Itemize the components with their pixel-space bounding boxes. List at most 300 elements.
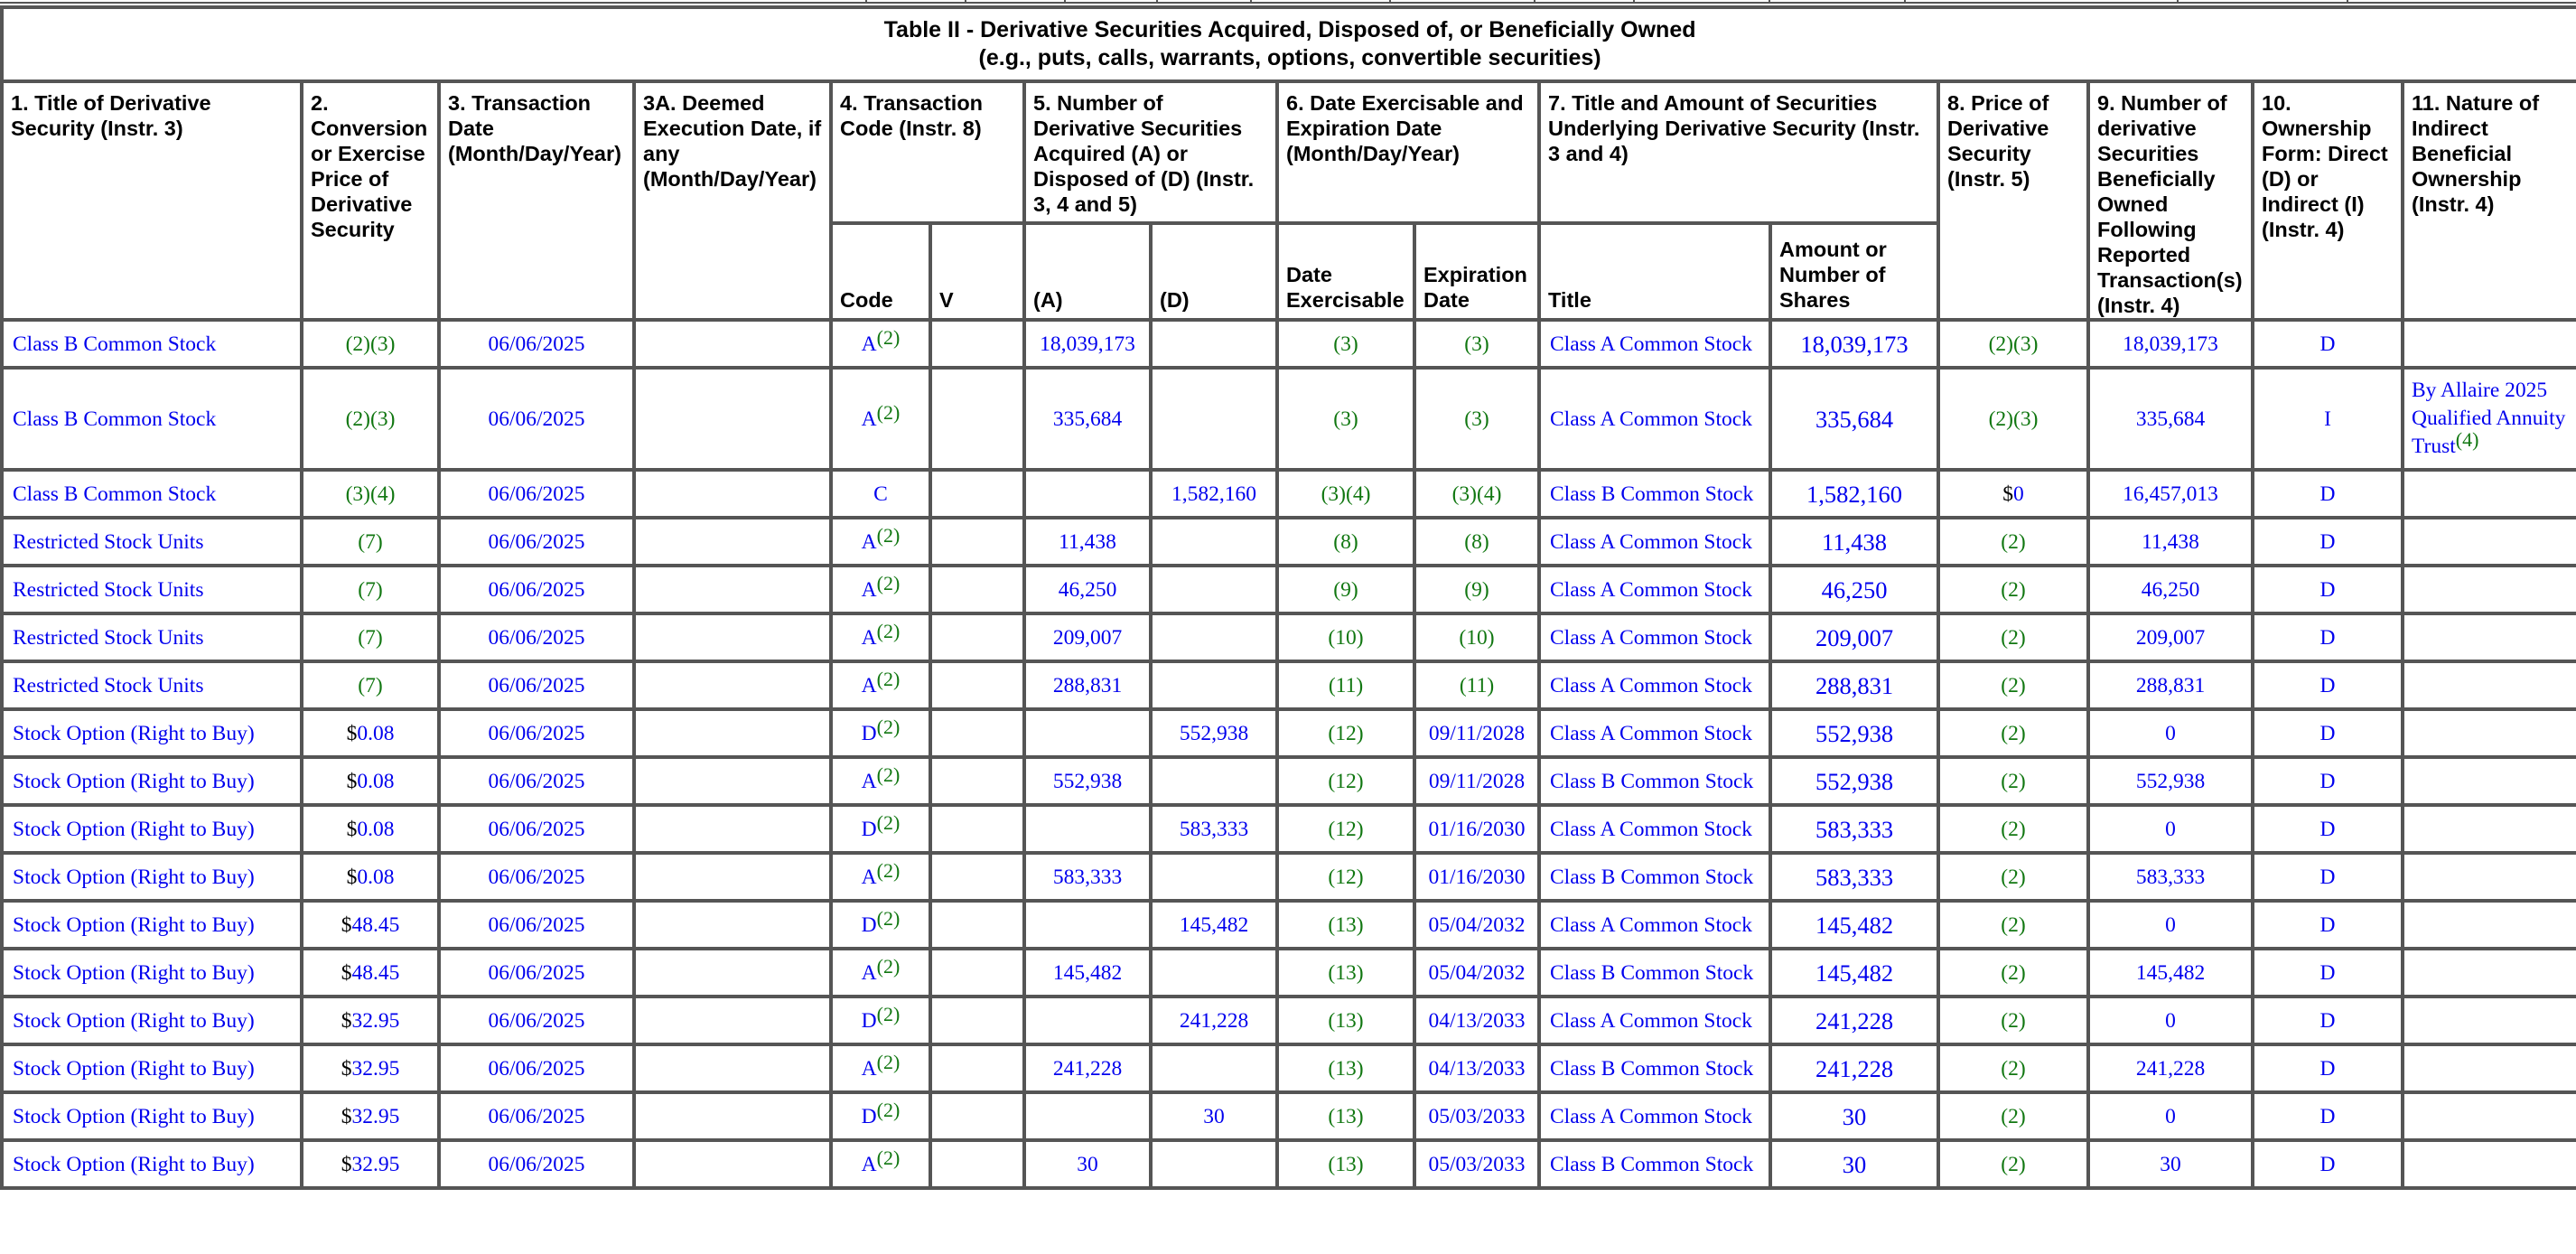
- derivative-price-value: (2): [2001, 625, 2026, 650]
- conversion-price: [302, 949, 439, 997]
- date-exercisable: (12): [1277, 805, 1414, 853]
- transaction-code-footnote[interactable]: (2): [876, 810, 901, 834]
- security-title-link[interactable]: Stock Option (Right to Buy): [2, 1044, 302, 1092]
- date-exercisable: (3)(4): [1277, 470, 1414, 518]
- transaction-date: 06/06/2025: [439, 518, 634, 566]
- date-exercisable: (12): [1277, 709, 1414, 757]
- transaction-code-footnote[interactable]: (2): [876, 523, 901, 547]
- transaction-v: [930, 661, 1024, 709]
- derivative-price-value: (2): [2001, 817, 2026, 841]
- disposed-amount: [1151, 1140, 1277, 1188]
- conversion-price-currency: $: [341, 1056, 352, 1081]
- acquired-amount: 30: [1024, 1140, 1151, 1188]
- transaction-code-footnote[interactable]: (2): [876, 619, 901, 642]
- table-title: [2, 7, 2576, 81]
- transaction-code-value: A: [861, 332, 877, 356]
- date-exercisable: (13): [1277, 1044, 1414, 1092]
- acquired-amount: 18,039,173: [1024, 320, 1151, 368]
- transaction-date: 06/06/2025: [439, 320, 634, 368]
- underlying-title: Class B Common Stock: [1539, 1140, 1770, 1188]
- conversion-price-value: 32.95: [351, 1152, 400, 1176]
- subheader-title: Title: [1539, 223, 1770, 320]
- subheader-v: V: [930, 223, 1024, 320]
- acquired-amount: 145,482: [1024, 949, 1151, 997]
- acquired-amount: [1024, 997, 1151, 1044]
- derivative-securities-table: [0, 5, 2576, 1190]
- derivative-price: [1938, 368, 2088, 470]
- ownership-form: D: [2253, 566, 2403, 613]
- disposed-amount: [1151, 853, 1277, 901]
- transaction-v: [930, 853, 1024, 901]
- conversion-price-currency: $: [346, 721, 358, 745]
- acquired-amount: 209,007: [1024, 613, 1151, 661]
- security-title-link[interactable]: Restricted Stock Units: [2, 518, 302, 566]
- underlying-amount: 30: [1770, 1140, 1938, 1188]
- transaction-code: [831, 1092, 930, 1140]
- nature-of-ownership-text: By Allaire 2025 Qualified Annuity Trust: [2412, 379, 2566, 458]
- conversion-price: [302, 566, 439, 613]
- transaction-code-value: A: [861, 407, 877, 431]
- acquired-amount: 335,684: [1024, 368, 1151, 470]
- security-title-link[interactable]: Stock Option (Right to Buy): [2, 949, 302, 997]
- conversion-price-currency: $: [341, 912, 352, 937]
- underlying-amount: 335,684: [1770, 368, 1938, 470]
- date-exercisable: (13): [1277, 949, 1414, 997]
- deemed-execution-date: [634, 518, 831, 566]
- deemed-execution-date: [634, 320, 831, 368]
- transaction-code-footnote[interactable]: (2): [876, 715, 901, 738]
- conversion-price: [302, 320, 439, 368]
- conversion-price-value: 48.45: [351, 912, 400, 937]
- transaction-v: [930, 320, 1024, 368]
- derivative-price: [1938, 1140, 2088, 1188]
- derivative-price-currency: $: [2002, 482, 2013, 506]
- derivative-price-value: (2): [2001, 721, 2026, 745]
- underlying-amount: 30: [1770, 1092, 1938, 1140]
- conversion-price-value: 0.08: [357, 721, 395, 745]
- transaction-code-footnote[interactable]: (2): [876, 1050, 901, 1073]
- table-row: [2, 949, 2576, 997]
- conversion-price-value: (7): [358, 673, 383, 697]
- transaction-v: [930, 566, 1024, 613]
- underlying-title: Class A Common Stock: [1539, 566, 1770, 613]
- conversion-price-value: 0.08: [357, 769, 395, 793]
- date-exercisable: (13): [1277, 1140, 1414, 1188]
- conversion-price-currency: $: [341, 1104, 352, 1128]
- deemed-execution-date: [634, 661, 831, 709]
- transaction-code-value: A: [861, 769, 877, 793]
- security-title-link[interactable]: Class B Common Stock: [2, 320, 302, 368]
- derivative-price-value: 0: [2013, 482, 2024, 506]
- owned-following: 335,684: [2088, 368, 2253, 470]
- conversion-price: [302, 1044, 439, 1092]
- header-number-of-derivative-securities: 5. Number of Derivative Securities Acquired (A) or Disposed of (D) (Instr. 3, 4 and 5): [1024, 81, 1277, 223]
- underlying-amount: 552,938: [1770, 757, 1938, 805]
- acquired-amount: 552,938: [1024, 757, 1151, 805]
- transaction-date: 06/06/2025: [439, 470, 634, 518]
- transaction-code-value: A: [861, 577, 877, 602]
- owned-following: 0: [2088, 1092, 2253, 1140]
- date-exercisable: (8): [1277, 518, 1414, 566]
- transaction-date: 06/06/2025: [439, 566, 634, 613]
- header-deemed-execution-date: 3A. Deemed Execution Date, if any (Month/Day/Year): [634, 81, 831, 320]
- deemed-execution-date: [634, 757, 831, 805]
- deemed-execution-date: [634, 901, 831, 949]
- expiration-date: 05/03/2033: [1414, 1140, 1539, 1188]
- date-exercisable: (13): [1277, 1092, 1414, 1140]
- derivative-price: [1938, 997, 2088, 1044]
- table-row: [2, 613, 2576, 661]
- date-exercisable: (10): [1277, 613, 1414, 661]
- conversion-price: [302, 805, 439, 853]
- disposed-amount: 241,228: [1151, 997, 1277, 1044]
- security-title-link[interactable]: Stock Option (Right to Buy): [2, 901, 302, 949]
- table-title-line1: Table II - Derivative Securities Acquired, Disposed of, or Beneficially Owned: [883, 17, 1696, 42]
- derivative-price: [1938, 613, 2088, 661]
- ownership-form: D: [2253, 901, 2403, 949]
- expiration-date: 05/04/2032: [1414, 949, 1539, 997]
- security-title-link[interactable]: Class B Common Stock: [2, 470, 302, 518]
- security-title-link[interactable]: Stock Option (Right to Buy): [2, 709, 302, 757]
- derivative-price: [1938, 566, 2088, 613]
- date-exercisable: (11): [1277, 661, 1414, 709]
- deemed-execution-date: [634, 1140, 831, 1188]
- table-row: [2, 757, 2576, 805]
- expiration-date: 05/03/2033: [1414, 1092, 1539, 1140]
- transaction-code: [831, 566, 930, 613]
- date-exercisable: (13): [1277, 901, 1414, 949]
- owned-following: 0: [2088, 997, 2253, 1044]
- nature-of-ownership: [2403, 320, 2576, 368]
- nature-of-ownership: [2403, 1140, 2576, 1188]
- disposed-amount: [1151, 320, 1277, 368]
- owned-following: 288,831: [2088, 661, 2253, 709]
- ownership-form: D: [2253, 613, 2403, 661]
- conversion-price-currency: $: [341, 1152, 352, 1176]
- table-row: [2, 1140, 2576, 1188]
- derivative-price-value: (2): [2001, 960, 2026, 985]
- owned-following: 552,938: [2088, 757, 2253, 805]
- transaction-code: [831, 757, 930, 805]
- expiration-date: 01/16/2030: [1414, 853, 1539, 901]
- transaction-v: [930, 368, 1024, 470]
- security-title-link[interactable]: Stock Option (Right to Buy): [2, 853, 302, 901]
- conversion-price-value: (3)(4): [345, 482, 396, 506]
- conversion-price: [302, 901, 439, 949]
- expiration-date: (3): [1414, 368, 1539, 470]
- disposed-amount: 1,582,160: [1151, 470, 1277, 518]
- conversion-price-value: (2)(3): [345, 407, 396, 431]
- derivative-price: [1938, 470, 2088, 518]
- derivative-price-value: (2): [2001, 865, 2026, 889]
- nature-of-ownership: [2403, 1044, 2576, 1092]
- date-exercisable: (3): [1277, 320, 1414, 368]
- conversion-price-value: 32.95: [351, 1056, 400, 1081]
- conversion-price: [302, 661, 439, 709]
- acquired-amount: 583,333: [1024, 853, 1151, 901]
- transaction-code-footnote[interactable]: (2): [876, 1098, 901, 1121]
- conversion-price: [302, 853, 439, 901]
- subheader-expiration-date: Expiration Date: [1414, 223, 1539, 320]
- transaction-code-value: D: [861, 1008, 877, 1033]
- owned-following: 0: [2088, 805, 2253, 853]
- transaction-code-footnote[interactable]: (2): [876, 667, 901, 690]
- underlying-title: Class A Common Stock: [1539, 997, 1770, 1044]
- disposed-amount: 145,482: [1151, 901, 1277, 949]
- transaction-v: [930, 1140, 1024, 1188]
- transaction-code-value: D: [861, 817, 877, 841]
- security-title-link[interactable]: Stock Option (Right to Buy): [2, 1092, 302, 1140]
- transaction-code: [831, 1044, 930, 1092]
- transaction-v: [930, 949, 1024, 997]
- conversion-price-value: (7): [358, 577, 383, 602]
- nature-of-ownership: [2403, 757, 2576, 805]
- security-title-link[interactable]: Stock Option (Right to Buy): [2, 997, 302, 1044]
- transaction-date: 06/06/2025: [439, 368, 634, 470]
- disposed-amount: [1151, 368, 1277, 470]
- conversion-price-value: 32.95: [351, 1104, 400, 1128]
- transaction-code: [831, 518, 930, 566]
- transaction-code: [831, 805, 930, 853]
- transaction-date: 06/06/2025: [439, 1092, 634, 1140]
- underlying-amount: 11,438: [1770, 518, 1938, 566]
- transaction-code-value: D: [861, 721, 877, 745]
- derivative-price-value: (2): [2001, 912, 2026, 937]
- transaction-code: [831, 320, 930, 368]
- transaction-v: [930, 518, 1024, 566]
- expiration-date: (9): [1414, 566, 1539, 613]
- ownership-form: D: [2253, 805, 2403, 853]
- transaction-v: [930, 1044, 1024, 1092]
- conversion-price-currency: $: [346, 769, 358, 793]
- derivative-price: [1938, 757, 2088, 805]
- transaction-code-value: A: [861, 625, 877, 650]
- table-row: [2, 661, 2576, 709]
- derivative-price-value: (2): [2001, 1056, 2026, 1081]
- disposed-amount: [1151, 518, 1277, 566]
- table-row: [2, 805, 2576, 853]
- ownership-form: D: [2253, 470, 2403, 518]
- underlying-amount: 583,333: [1770, 805, 1938, 853]
- date-exercisable: (13): [1277, 997, 1414, 1044]
- transaction-code: [831, 1140, 930, 1188]
- subheader-amount-or-number-of-shares: Amount or Number of Shares: [1770, 223, 1938, 320]
- transaction-v: [930, 613, 1024, 661]
- nature-footnote[interactable]: (4): [2455, 428, 2479, 451]
- derivative-price: [1938, 518, 2088, 566]
- deemed-execution-date: [634, 949, 831, 997]
- transaction-code-footnote[interactable]: (2): [876, 1146, 901, 1169]
- transaction-date: 06/06/2025: [439, 997, 634, 1044]
- deemed-execution-date: [634, 566, 831, 613]
- owned-following: 30: [2088, 1140, 2253, 1188]
- acquired-amount: 46,250: [1024, 566, 1151, 613]
- derivative-price-value: (2)(3): [1988, 332, 2039, 356]
- underlying-title: Class B Common Stock: [1539, 757, 1770, 805]
- conversion-price-value: (2)(3): [345, 332, 396, 356]
- transaction-code-footnote[interactable]: (2): [876, 571, 901, 594]
- subheader-date-exercisable: Date Exercisable: [1277, 223, 1414, 320]
- underlying-amount: 241,228: [1770, 1044, 1938, 1092]
- table-row: [2, 518, 2576, 566]
- acquired-amount: 11,438: [1024, 518, 1151, 566]
- ownership-form: D: [2253, 1140, 2403, 1188]
- transaction-code-footnote[interactable]: (2): [876, 325, 901, 349]
- table-row: [2, 1044, 2576, 1092]
- transaction-v: [930, 757, 1024, 805]
- conversion-price-value: 0.08: [357, 817, 395, 841]
- security-title-link[interactable]: Class B Common Stock: [2, 368, 302, 470]
- table-row: [2, 566, 2576, 613]
- transaction-code-footnote[interactable]: (2): [876, 400, 901, 424]
- disposed-amount: 552,938: [1151, 709, 1277, 757]
- derivative-price: [1938, 853, 2088, 901]
- conversion-price: [302, 1092, 439, 1140]
- table-row: [2, 901, 2576, 949]
- conversion-price: [302, 1140, 439, 1188]
- expiration-date: 04/13/2033: [1414, 1044, 1539, 1092]
- previous-table-bottom-edge: [0, 0, 2576, 4]
- transaction-v: [930, 805, 1024, 853]
- conversion-price-currency: $: [346, 865, 358, 889]
- header-title-and-amount-underlying: 7. Title and Amount of Securities Underlying Derivative Security (Instr. 3 and 4): [1539, 81, 1938, 223]
- expiration-date: 09/11/2028: [1414, 709, 1539, 757]
- date-exercisable: (12): [1277, 853, 1414, 901]
- table-row: [2, 470, 2576, 518]
- underlying-amount: 18,039,173: [1770, 320, 1938, 368]
- disposed-amount: [1151, 566, 1277, 613]
- transaction-code-footnote[interactable]: (2): [876, 858, 901, 882]
- acquired-amount: [1024, 470, 1151, 518]
- conversion-price: [302, 709, 439, 757]
- transaction-code-footnote[interactable]: (2): [876, 906, 901, 930]
- table-row: [2, 320, 2576, 368]
- deemed-execution-date: [634, 1092, 831, 1140]
- nature-of-ownership: [2403, 661, 2576, 709]
- transaction-code: [831, 853, 930, 901]
- underlying-title: Class A Common Stock: [1539, 709, 1770, 757]
- transaction-code-footnote[interactable]: (2): [876, 954, 901, 978]
- acquired-amount: [1024, 709, 1151, 757]
- underlying-amount: 1,582,160: [1770, 470, 1938, 518]
- transaction-date: 06/06/2025: [439, 805, 634, 853]
- security-title-link[interactable]: Stock Option (Right to Buy): [2, 757, 302, 805]
- owned-following: 0: [2088, 901, 2253, 949]
- header-title-of-derivative-security: 1. Title of Derivative Security (Instr. 3): [2, 81, 302, 320]
- underlying-title: Class B Common Stock: [1539, 470, 1770, 518]
- disposed-amount: [1151, 949, 1277, 997]
- conversion-price: [302, 470, 439, 518]
- header-price-of-derivative-security: 8. Price of Derivative Security (Instr. 5): [1938, 81, 2088, 320]
- acquired-amount: 241,228: [1024, 1044, 1151, 1092]
- derivative-price-value: (2)(3): [1988, 407, 2039, 431]
- conversion-price-value: (7): [358, 529, 383, 554]
- underlying-title: Class A Common Stock: [1539, 805, 1770, 853]
- transaction-date: 06/06/2025: [439, 949, 634, 997]
- transaction-code: [831, 709, 930, 757]
- security-title-link[interactable]: Stock Option (Right to Buy): [2, 805, 302, 853]
- owned-following: 241,228: [2088, 1044, 2253, 1092]
- derivative-price-value: (2): [2001, 1104, 2026, 1128]
- conversion-price-currency: $: [346, 817, 358, 841]
- underlying-amount: 209,007: [1770, 613, 1938, 661]
- ownership-form: I: [2253, 368, 2403, 470]
- conversion-price-value: 32.95: [351, 1008, 400, 1033]
- header-conversion-price: 2. Conversion or Exercise Price of Derivative Security: [302, 81, 439, 320]
- deemed-execution-date: [634, 709, 831, 757]
- derivative-price: [1938, 1092, 2088, 1140]
- owned-following: 16,457,013: [2088, 470, 2253, 518]
- acquired-amount: [1024, 805, 1151, 853]
- ownership-form: D: [2253, 1044, 2403, 1092]
- derivative-price-value: (2): [2001, 529, 2026, 554]
- expiration-date: (3): [1414, 320, 1539, 368]
- transaction-date: 06/06/2025: [439, 853, 634, 901]
- transaction-date: 06/06/2025: [439, 661, 634, 709]
- ownership-form: D: [2253, 757, 2403, 805]
- transaction-code-value: A: [861, 1152, 877, 1176]
- underlying-amount: 145,482: [1770, 949, 1938, 997]
- derivative-price: [1938, 709, 2088, 757]
- conversion-price: [302, 518, 439, 566]
- deemed-execution-date: [634, 853, 831, 901]
- table-body: [2, 320, 2576, 1188]
- table-row: [2, 709, 2576, 757]
- transaction-date: 06/06/2025: [439, 757, 634, 805]
- underlying-title: Class A Common Stock: [1539, 1092, 1770, 1140]
- disposed-amount: 30: [1151, 1092, 1277, 1140]
- transaction-v: [930, 901, 1024, 949]
- deemed-execution-date: [634, 613, 831, 661]
- transaction-code-footnote[interactable]: (2): [876, 763, 901, 786]
- disposed-amount: [1151, 1044, 1277, 1092]
- acquired-amount: [1024, 1092, 1151, 1140]
- conversion-price: [302, 997, 439, 1044]
- nature-of-ownership: [2403, 1092, 2576, 1140]
- derivative-price-value: (2): [2001, 577, 2026, 602]
- transaction-v: [930, 470, 1024, 518]
- table-row: [2, 853, 2576, 901]
- underlying-title: Class A Common Stock: [1539, 320, 1770, 368]
- nature-of-ownership: [2403, 613, 2576, 661]
- security-title-link[interactable]: Restricted Stock Units: [2, 613, 302, 661]
- transaction-date: 06/06/2025: [439, 709, 634, 757]
- header-ownership-form: 10. Ownership Form: Direct (D) or Indirect (I) (Instr. 4): [2253, 81, 2403, 320]
- conversion-price-currency: $: [341, 960, 352, 985]
- security-title-link[interactable]: Stock Option (Right to Buy): [2, 1140, 302, 1188]
- transaction-code-value: A: [861, 673, 877, 697]
- underlying-title: Class A Common Stock: [1539, 613, 1770, 661]
- transaction-date: 06/06/2025: [439, 1044, 634, 1092]
- underlying-amount: 46,250: [1770, 566, 1938, 613]
- acquired-amount: 288,831: [1024, 661, 1151, 709]
- underlying-amount: 288,831: [1770, 661, 1938, 709]
- owned-following: 209,007: [2088, 613, 2253, 661]
- disposed-amount: 583,333: [1151, 805, 1277, 853]
- security-title-link[interactable]: Restricted Stock Units: [2, 661, 302, 709]
- deemed-execution-date: [634, 997, 831, 1044]
- transaction-code: [831, 661, 930, 709]
- disposed-amount: [1151, 757, 1277, 805]
- ownership-form: D: [2253, 518, 2403, 566]
- transaction-code-value: C: [873, 482, 888, 506]
- ownership-form: D: [2253, 709, 2403, 757]
- date-exercisable: (12): [1277, 757, 1414, 805]
- transaction-code-footnote[interactable]: (2): [876, 1002, 901, 1025]
- nature-of-ownership: [2403, 368, 2576, 470]
- security-title-link[interactable]: Restricted Stock Units: [2, 566, 302, 613]
- nature-of-ownership: [2403, 518, 2576, 566]
